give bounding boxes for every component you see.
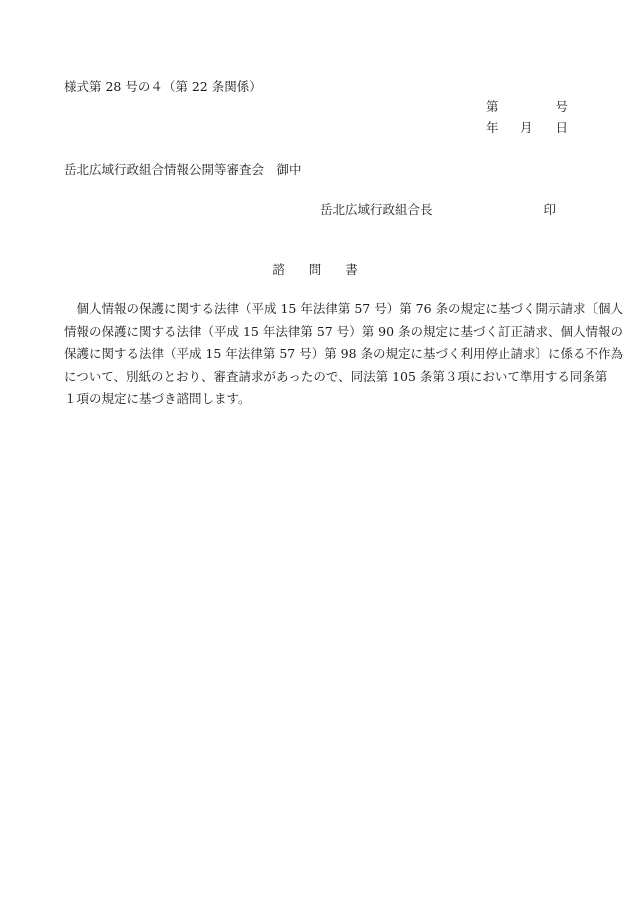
- number-prefix: 第: [486, 99, 499, 114]
- document-title: [0, 262, 630, 278]
- date-row: [486, 120, 568, 136]
- form-number: 様式第 28 号の４（第 22 条関係）: [64, 79, 262, 94]
- title-char-2: 問: [308, 262, 322, 277]
- title-char-1: 諮: [272, 262, 285, 277]
- sender-name: 岳北広域行政組合長: [320, 202, 433, 217]
- number-suffix: 号: [555, 99, 568, 114]
- title-char-3: 書: [345, 262, 358, 277]
- date-day: 日: [555, 120, 568, 135]
- body-line: 保護に関する法律（平成 15 年法律第 57 号）第 98 条の規定に基づく利用停止請求〕に係る不作為: [64, 346, 624, 361]
- sender-row: [320, 202, 556, 218]
- body-line: 個人情報の保護に関する法律（平成 15 年法律第 57 号）第 76 条の規定に基づく開示請求〔個人: [64, 301, 624, 316]
- document-number-row: [486, 99, 568, 115]
- seal-mark: 印: [543, 202, 556, 217]
- date-year: 年: [486, 120, 499, 135]
- body-line: について、別紙のとおり、審査請求があったので、同法第 105 条第３項において準用する同条第: [64, 368, 608, 384]
- body-paragraph: [64, 298, 624, 411]
- body-line: 情報の保護に関する法律（平成 15 年法律第 57 号）第 90 条の規定に基づく訂正請求、個人情報の: [64, 323, 624, 339]
- addressee: 岳北広域行政組合情報公開等審査会 御中: [64, 162, 302, 177]
- date-month: 月: [520, 120, 533, 135]
- body-line: １項の規定に基づき諮問します。: [64, 391, 251, 406]
